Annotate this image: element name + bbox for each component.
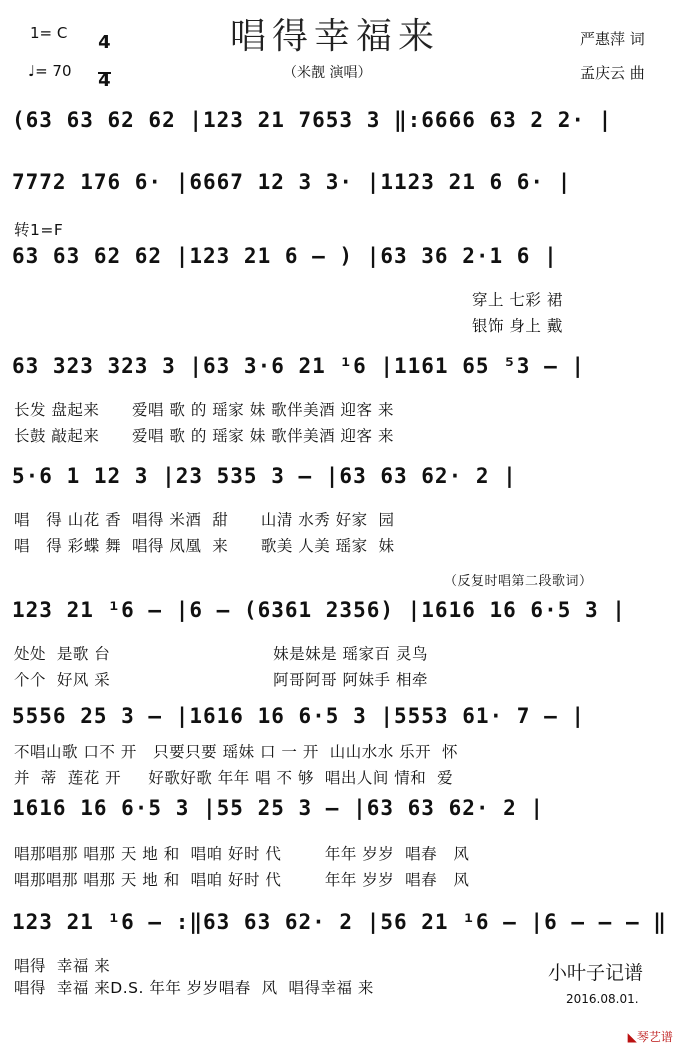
lyrics-row-6-verse-1: 处处 是歌 台 妹是妹是 瑶家百 灵鸟 bbox=[14, 645, 428, 663]
score-row-7: 5556 25 3 – |1616 16 6·5 3 |5553 61· 7 – | bbox=[12, 704, 586, 728]
time-signature bbox=[88, 14, 111, 90]
lyrics-row-3-verse-2: 银饰 身上 戴 bbox=[472, 317, 563, 335]
lyrics-row-6-verse-2: 个个 好风 采 阿哥阿哥 阿妹手 相牵 bbox=[14, 671, 428, 689]
lyrics-row-8-verse-1: 唱那唱那 唱那 天 地 和 唱咱 好时 代 年年 岁岁 唱春 风 bbox=[14, 845, 470, 863]
score-row-6: 123 21 ¹6 – |6 – (6361 2356) |1616 16 6·5 3 | bbox=[12, 598, 626, 622]
repeat-note: （反复时唱第二段歌词） bbox=[444, 574, 593, 589]
score-row-5: 5·6 1 12 3 |23 535 3 – |63 63 62· 2 | bbox=[12, 464, 517, 488]
lyrics-row-9-verse-1: 唱得 幸福 来 bbox=[14, 957, 111, 975]
logo-icon: ◣ bbox=[627, 1030, 637, 1044]
watermark-text: 小叶子记谱 bbox=[548, 962, 644, 984]
score-row-2: 7772 176 6· |6667 12 3 3· |1123 21 6 6· | bbox=[12, 170, 572, 194]
lyrics-row-3-verse-1: 穿上 七彩 裙 bbox=[472, 291, 563, 309]
score-row-8: 1616 16 6·5 3 |55 25 3 – |63 63 62· 2 | bbox=[12, 796, 545, 820]
site-logo bbox=[620, 1014, 673, 1045]
score-row-4: 63 323 323 3 |63 3·6 21 ¹6 |1161 65 ⁵3 – | bbox=[12, 354, 586, 378]
transcription-date: 2016.08.01. bbox=[566, 992, 639, 1006]
performer: （米靓 演唱） bbox=[283, 65, 372, 81]
modulation-marking: 转1=F bbox=[14, 221, 64, 239]
lyrics-row-7-verse-2: 并 蒂 莲花 开 好歌好歌 年年 唱 不 够 唱出人间 情和 爱 bbox=[14, 769, 454, 787]
lyrics-row-8-verse-2: 唱那唱那 唱那 天 地 和 唱咱 好时 代 年年 岁岁 唱春 风 bbox=[14, 871, 470, 889]
score-row-3: 63 63 62 62 |123 21 6 – ) |63 36 2·1 6 | bbox=[12, 244, 558, 268]
score-row-9: 123 21 ¹6 – :‖63 63 62· 2 |56 21 ¹6 – |6 – – – ‖ bbox=[12, 910, 667, 934]
lyrics-row-4-verse-2: 长鼓 敲起来 爱唱 歌 的 瑶家 妹 歌伴美酒 迎客 来 bbox=[14, 427, 394, 445]
composer: 孟庆云 曲 bbox=[580, 64, 645, 82]
lyrics-row-7-verse-1: 不唱山歌 口不 开 只要只要 瑶妹 口 一 开 山山水水 乐开 怀 bbox=[14, 743, 458, 761]
logo-text: 琴艺谱 bbox=[636, 1030, 673, 1044]
lyrics-row-5-verse-2: 唱 得 彩蝶 舞 唱得 凤凰 来 歌美 人美 瑶家 妹 bbox=[14, 537, 395, 555]
tempo-marking: ♩= 70 bbox=[28, 62, 72, 80]
time-sig-bottom: 4 bbox=[98, 70, 111, 91]
time-sig-top: 4 bbox=[98, 32, 111, 53]
lyrics-row-9-verse-2: 唱得 幸福 来D.S. 年年 岁岁唱春 风 唱得幸福 来 bbox=[14, 979, 374, 997]
lyricist: 严惠萍 词 bbox=[580, 30, 645, 48]
lyrics-row-5-verse-1: 唱 得 山花 香 唱得 米酒 甜 山清 水秀 好家 园 bbox=[14, 511, 395, 529]
key-signature: 1= C bbox=[30, 24, 68, 42]
song-title: 唱得幸福来 bbox=[230, 16, 441, 57]
score-row-1: (63 63 62 62 |123 21 7653 3 ‖:6666 63 2 2· | bbox=[12, 108, 613, 132]
lyrics-row-4-verse-1: 长发 盘起来 爱唱 歌 的 瑶家 妹 歌伴美酒 迎客 来 bbox=[14, 401, 394, 419]
